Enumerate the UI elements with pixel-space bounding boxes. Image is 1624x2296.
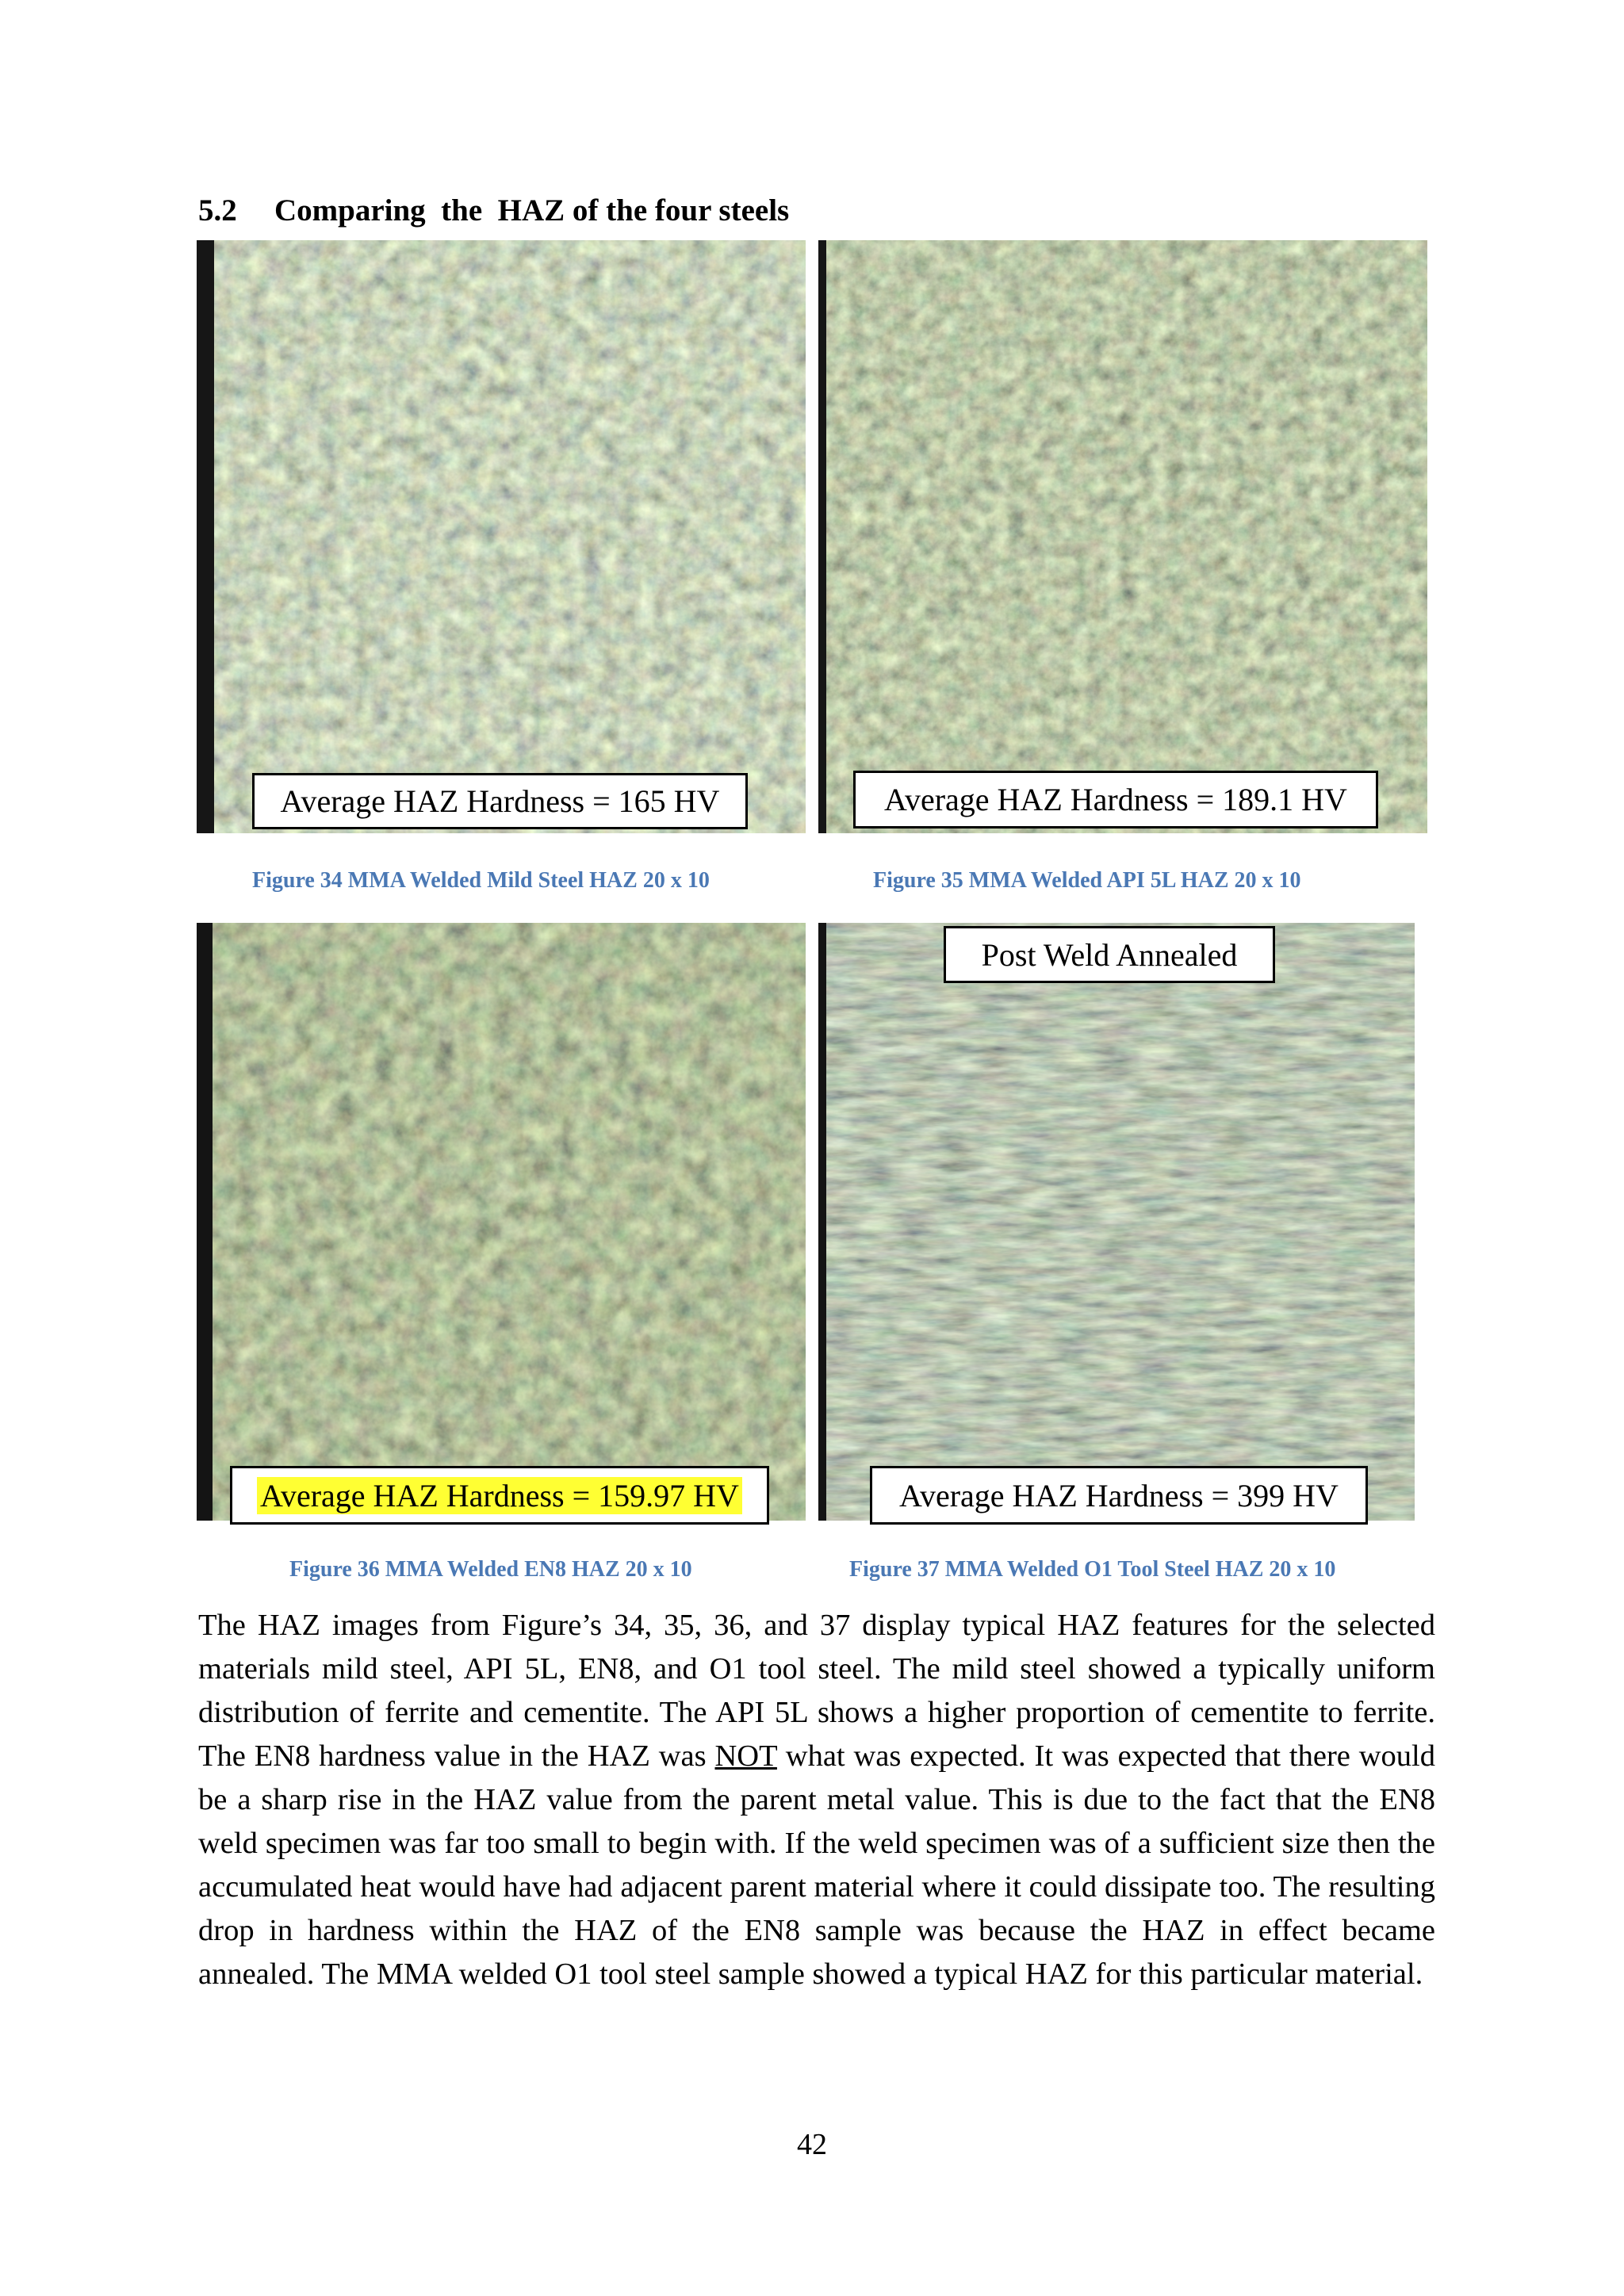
figure-caption-36: Figure 36 MMA Welded EN8 HAZ 20 x 10 (289, 1557, 692, 1582)
emphasis-not: NOT (714, 1739, 777, 1773)
micrograph-en8 (197, 923, 806, 1521)
page-number: 42 (797, 2128, 827, 2161)
annotation-post-weld-annealed: Post Weld Annealed (944, 926, 1275, 983)
micrograph-mild-steel (197, 240, 806, 833)
figure-caption-37: Figure 37 MMA Welded O1 Tool Steel HAZ 20 x 10 (849, 1557, 1336, 1582)
hardness-label-fig34: Average HAZ Hardness = 165 HV (252, 773, 748, 829)
section-number: 5.2 (198, 193, 237, 228)
paragraph-part-1: The HAZ images from Figure’s 34, 35, 36, and 37 display typical HAZ features for the selected materials mild steel, API 5L, EN8, and O1 tool steel. The mild steel showed a typically uniform distribution of ferrite and cementite. The API 5L shows a higher proportion of cementite to ferrite. The EN8 hardness value in the HAZ was (198, 1609, 1435, 1773)
figure-caption-34: Figure 34 MMA Welded Mild Steel HAZ 20 x 10 (252, 868, 710, 893)
body-paragraph (198, 1604, 1435, 1996)
micrograph-o1-tool-steel (818, 923, 1415, 1521)
micrograph-api-5l (818, 240, 1427, 833)
section-heading (198, 193, 789, 228)
paragraph-part-2: what was expected. It was expected that there would be a sharp rise in the HAZ value from the parent metal value. This is due to the fact that the EN8 weld specimen was far too small to begin with. If the weld specimen was of a sufficient size then the accumulated heat would have had adjacent parent material where it could dissipate too. The resulting drop in hardness within the HAZ of the EN8 sample was because the HAZ in effect became annealed. The MMA welded O1 tool steel sample showed a typical HAZ for this particular material. (198, 1739, 1435, 1991)
section-title: Comparing the HAZ of the four steels (274, 193, 790, 228)
hardness-label-fig35: Average HAZ Hardness = 189.1 HV (853, 771, 1378, 828)
hardness-label-fig37: Average HAZ Hardness = 399 HV (870, 1466, 1368, 1525)
figure-caption-35: Figure 35 MMA Welded API 5L HAZ 20 x 10 (873, 868, 1301, 893)
hardness-label-fig36: Average HAZ Hardness = 159.97 HV (230, 1466, 769, 1525)
